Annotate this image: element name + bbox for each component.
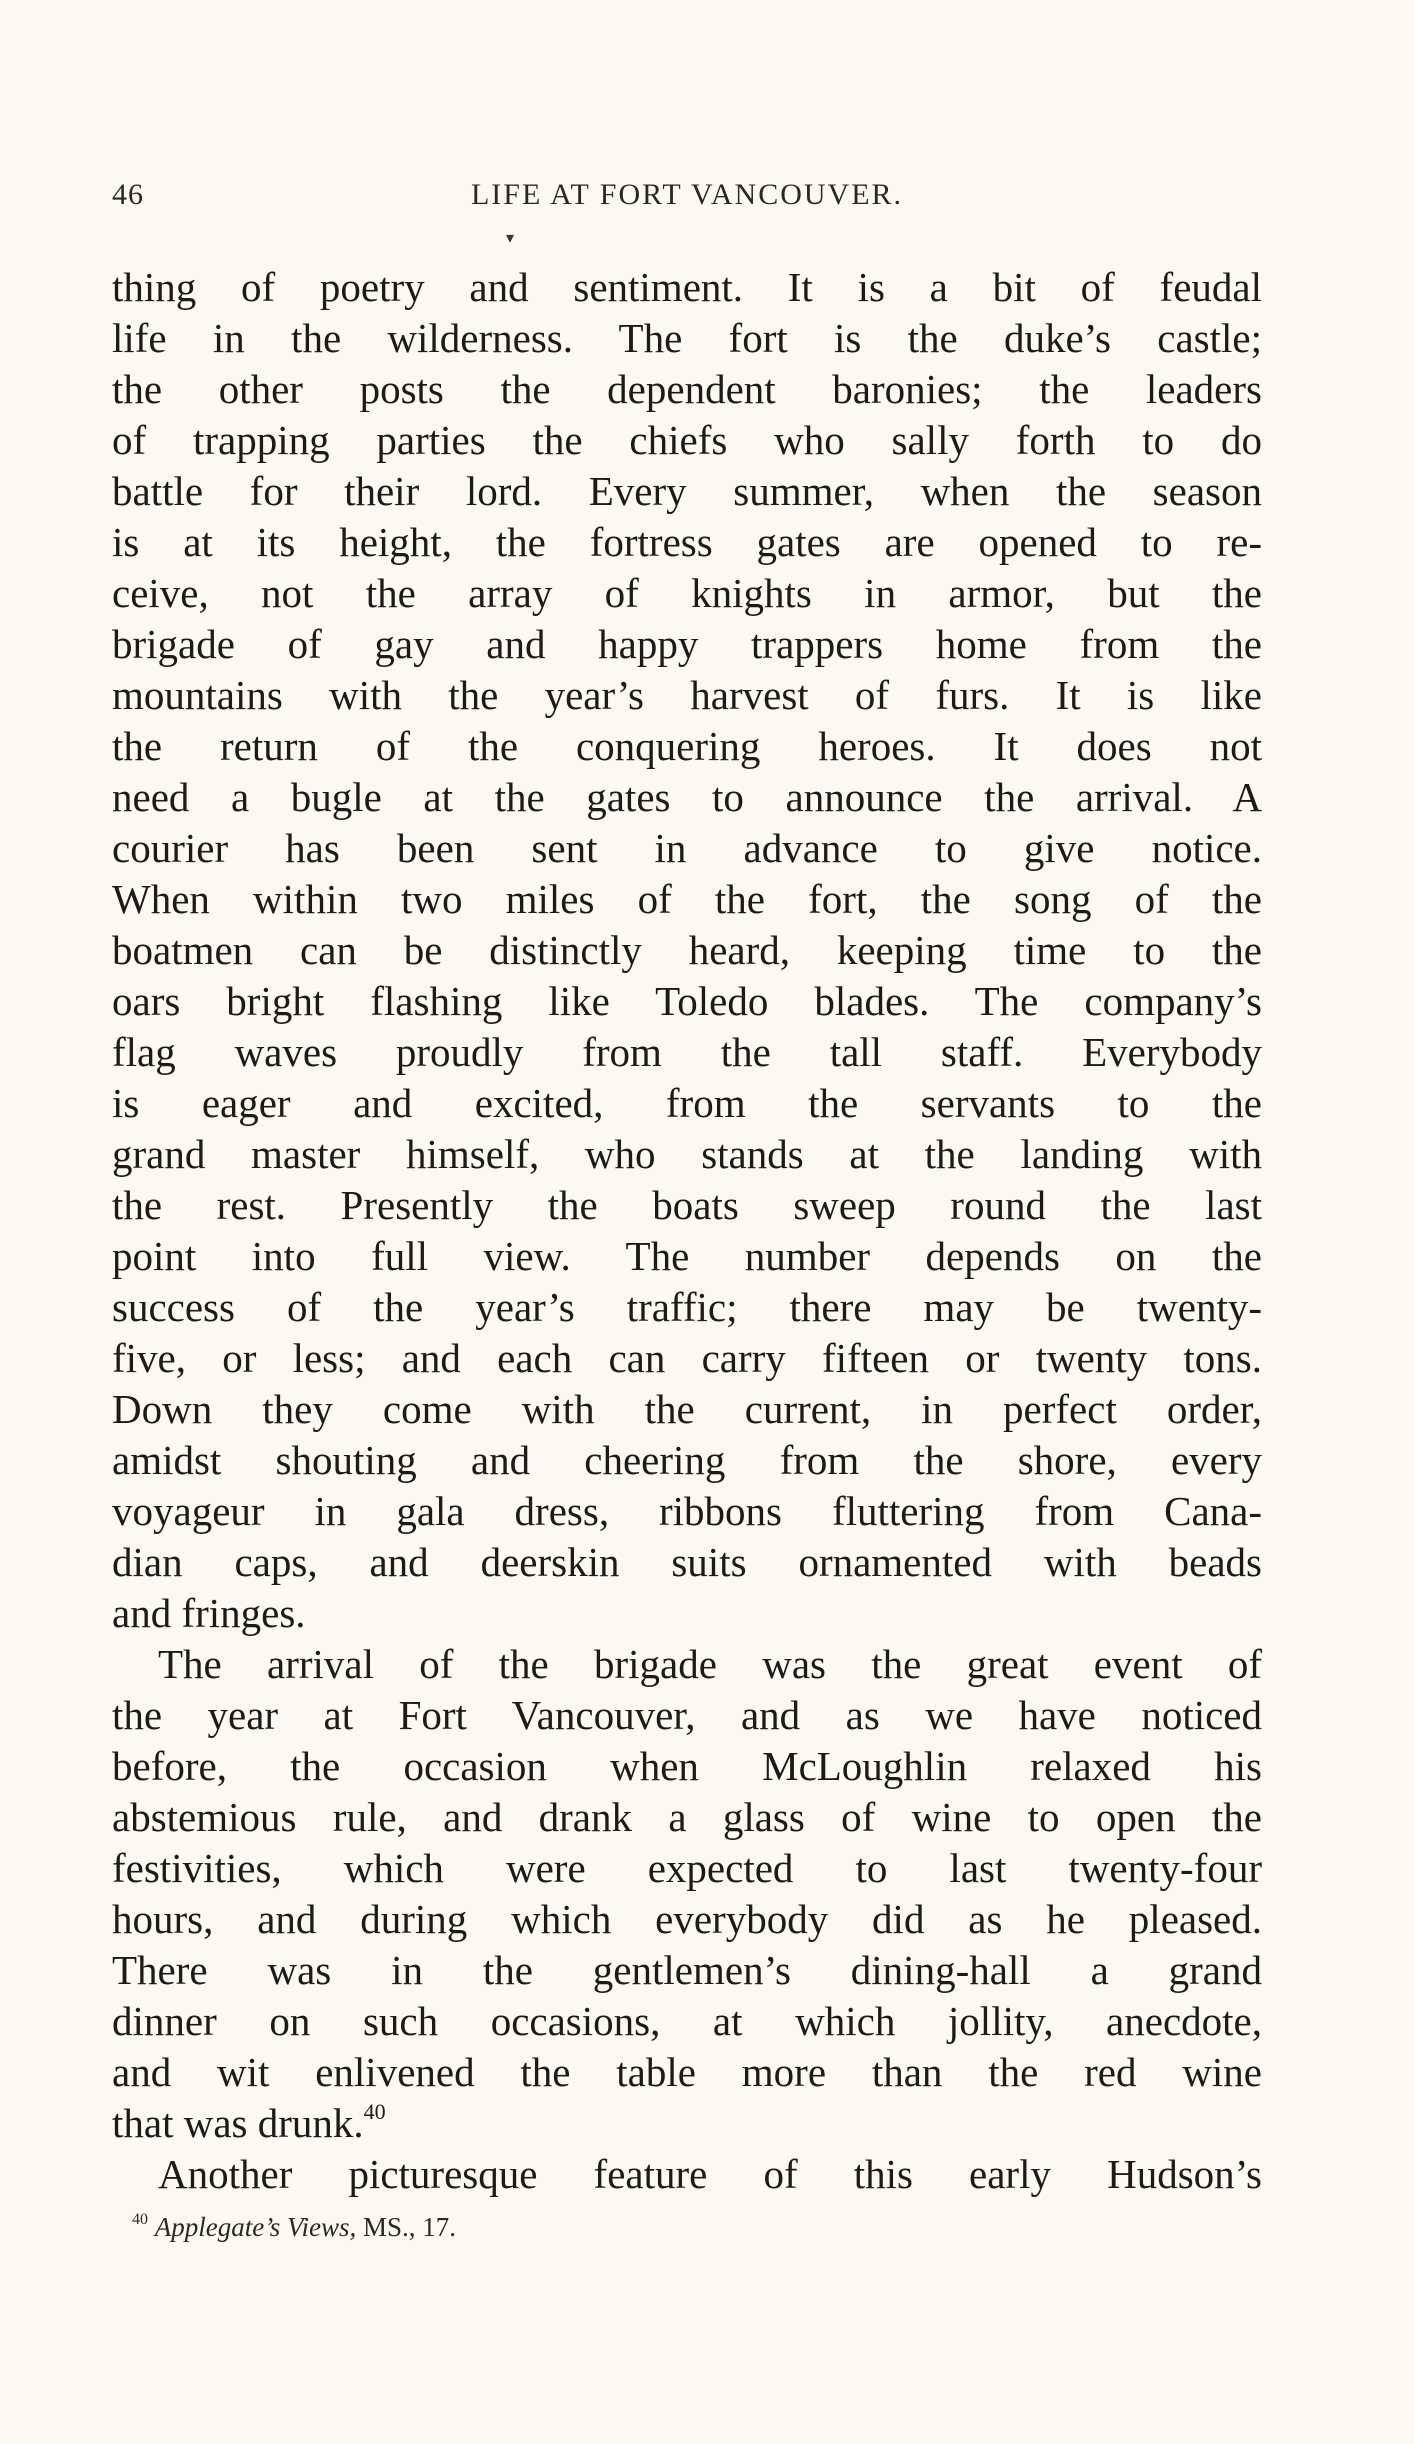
paragraph-1: [112, 262, 1262, 1639]
footnote: [132, 2212, 456, 2243]
text-line: flag waves proudly from the tall staff. Everybody: [112, 1029, 1262, 1075]
text-line: need a bugle at the gates to announce the arrival. A: [112, 774, 1262, 820]
paragraph-3: [112, 2149, 1262, 2200]
text-line: the other posts the dependent baronies; the leaders: [112, 366, 1262, 412]
page-number: 46: [112, 178, 144, 211]
text-line: The arrival of the brigade was the great event of: [158, 1641, 1262, 1687]
text-line: life in the wilderness. The fort is the duke’s castle;: [112, 315, 1262, 361]
text-line: thing of poetry and sentiment. It is a bit of feudal: [112, 264, 1262, 310]
text-line: is at its height, the fortress gates are opened to re-: [112, 519, 1262, 565]
text-line: mountains with the year’s harvest of furs. It is like: [112, 672, 1262, 718]
text-line: and wit enlivened the table more than the red wine: [112, 2049, 1262, 2095]
text-line: festivities, which were expected to last twenty-four: [112, 1845, 1262, 1891]
text-line: brigade of gay and happy trappers home from the: [112, 621, 1262, 667]
text-line: is eager and excited, from the servants to the: [112, 1080, 1262, 1126]
text-line: abstemious rule, and drank a glass of wine to open the: [112, 1794, 1262, 1840]
text-line: five, or less; and each can carry fifteen or twenty tons.: [112, 1335, 1262, 1381]
text-line: of trapping parties the chiefs who sally forth to do: [112, 417, 1262, 463]
printer-ornament: ▾: [506, 230, 515, 247]
text-line: hours, and during which everybody did as he pleased.: [112, 1896, 1262, 1942]
paragraph-2: [112, 1639, 1262, 2149]
text-line: boatmen can be distinctly heard, keeping time to the: [112, 927, 1262, 973]
text-line: the rest. Presently the boats sweep round the last: [112, 1182, 1262, 1228]
footnote-source: Applegate’s Views,: [154, 2212, 357, 2242]
text-line: courier has been sent in advance to give notice.: [112, 825, 1262, 871]
text-line: [112, 2098, 1262, 2149]
text-line: the return of the conquering heroes. It does not: [112, 723, 1262, 769]
text-line: When within two miles of the fort, the song of the: [112, 876, 1262, 922]
text-line: dian caps, and deerskin suits ornamented with beads: [112, 1539, 1262, 1585]
running-title: LIFE AT FORT VANCOUVER.: [470, 178, 904, 211]
text-line: ceive, not the array of knights in armor, but the: [112, 570, 1262, 616]
text-line: Down they come with the current, in perfect order,: [112, 1386, 1262, 1432]
footnote-reference[interactable]: 40: [363, 2099, 386, 2124]
text-line: dinner on such occasions, at which jollity, anecdote,: [112, 1998, 1262, 2044]
text-line: oars bright flashing like Toledo blades. The company’s: [112, 978, 1262, 1024]
text-line: before, the occasion when McLoughlin relaxed his: [112, 1743, 1262, 1789]
text-line: amidst shouting and cheering from the shore, every: [112, 1437, 1262, 1483]
text-line: success of the year’s traffic; there may be twenty-: [112, 1284, 1262, 1330]
footnote-citation: MS., 17.: [356, 2212, 457, 2242]
text-line: point into full view. The number depends on the: [112, 1233, 1262, 1279]
text-line-content: that was drunk.: [112, 2100, 364, 2146]
footnote-marker: 40: [132, 2211, 148, 2228]
text-line: battle for their lord. Every summer, when the season: [112, 468, 1262, 514]
text-line: Another picturesque feature of this early Hudson’s: [158, 2151, 1262, 2197]
text-line: grand master himself, who stands at the landing with: [112, 1131, 1262, 1177]
body-text: [112, 262, 1262, 2200]
text-line: and fringes.: [112, 1590, 306, 1636]
text-line: voyageur in gala dress, ribbons fluttering from Cana-: [112, 1488, 1262, 1534]
text-line: There was in the gentlemen’s dining-hall a grand: [112, 1947, 1262, 1993]
running-head: [112, 178, 1262, 218]
text-line: the year at Fort Vancouver, and as we have noticed: [112, 1692, 1262, 1738]
